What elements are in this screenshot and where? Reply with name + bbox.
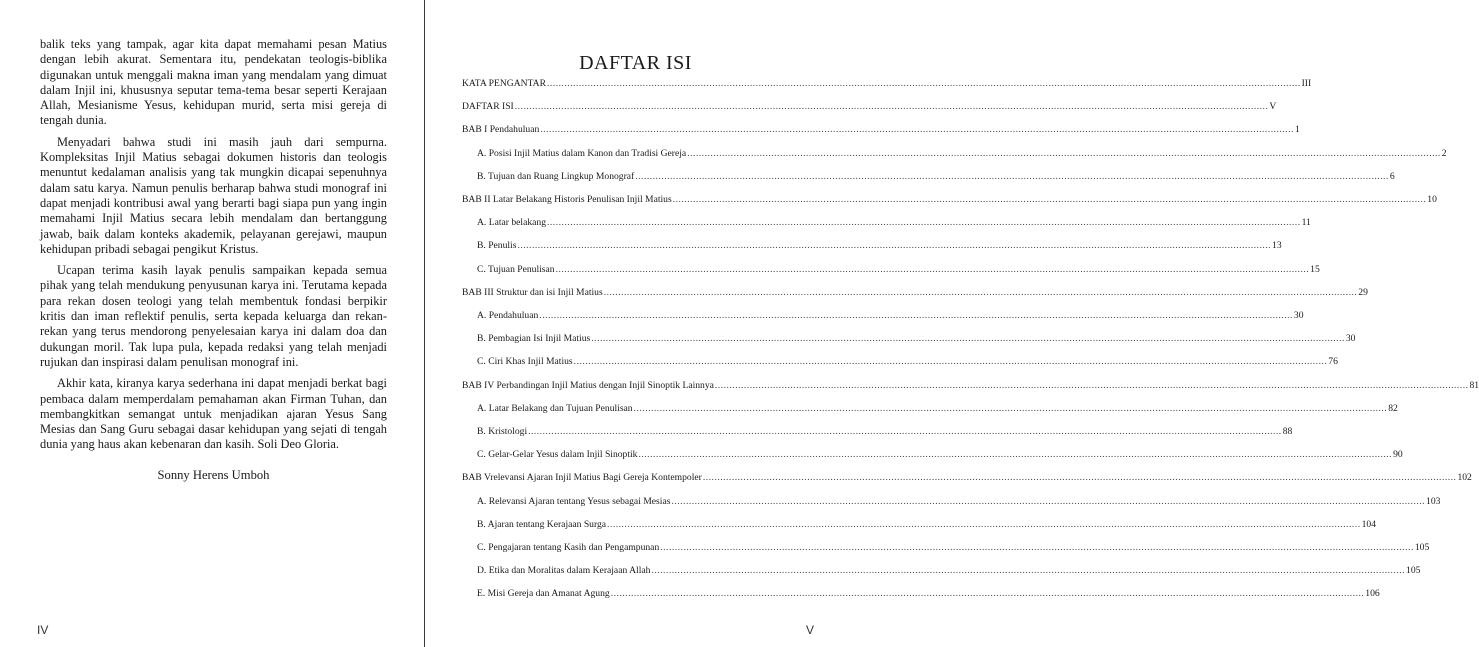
toc-entry [477, 495, 1441, 510]
toc-dot-leader: .................................................................................................................................................................................................................................................................... [687, 147, 1441, 159]
left-page-number: IV [37, 623, 49, 637]
toc-dot-leader: .................................................................................................................................................................................................................................................................... [603, 286, 1358, 298]
toc-entry [477, 518, 1377, 533]
toc-dot-leader: .................................................................................................................................................................................................................................................................... [573, 356, 1328, 368]
toc-entry-page: III [1301, 78, 1312, 89]
preface-paragraph-2: Menyadari bahwa studi ini masih jauh dari sempurna. Kompleksitas Injil Matius sebagai dokumen historis dan teologis menuntut kedalaman analisis yang tak mungkin dicapai sepenuhnya dalam satu karya. Namun penulis berharap bahwa studi monograf ini dapat menjadi kontribusi awal yang berarti bagi siapa pun yang ingin memahami Injil Matius secara lebih mendalam dan bertanggung jawab, baik dalam konteks akademik, pelayanan gerejawi, maupun kehidupan pribadi sebagai pengikut Kristus. [40, 134, 387, 256]
toc-entry-page: V [1269, 101, 1277, 113]
toc-dot-leader: .................................................................................................................................................................................................................................................................... [540, 124, 1294, 136]
toc-dot-leader: .................................................................................................................................................................................................................................................................... [635, 170, 1389, 182]
toc-entry-label: B. Pembagian Isi Injil Matius [477, 333, 591, 345]
toc-entry-page: 90 [1393, 449, 1403, 461]
toc-entry [477, 402, 1398, 417]
toc-entry-label: B. Penulis [477, 240, 517, 252]
toc-entry-label: A. Relevansi Ajaran tentang Yesus sebagai Mesias [477, 495, 671, 507]
toc-entry [477, 170, 1395, 185]
toc-entry-label: BAB II Latar Belakang Historis Penulisan Injil Matius [462, 194, 672, 205]
toc-entry-page: 6 [1389, 170, 1395, 182]
preface-paragraph-1: balik teks yang tampak, agar kita dapat memahami pesan Matius dengan lebih akurat. Sementara itu, pendekatan teologis-biblika digunakan untuk menggali makna iman yang mendalam yang dimuat dalam Injil ini, khususnya seputar tema-tema besar seperti Kerajaan Allah, Mesianisme Yesus, kehidupan murid, serta misi gereja di tengah dunia. [40, 37, 387, 128]
toc-dot-leader: .................................................................................................................................................................................................................................................................... [607, 518, 1361, 530]
toc-entry-page: 88 [1282, 426, 1293, 437]
toc-entry [462, 472, 1472, 486]
toc-entry [477, 240, 1282, 254]
toc-entry-label: BAB I Pendahuluan [462, 124, 540, 136]
toc-entry-page: 30 [1345, 333, 1356, 345]
toc-entry-page: 2 [1441, 147, 1447, 159]
toc-dot-leader: .................................................................................................................................................................................................................................................................... [702, 472, 1457, 484]
toc-entry-page: 104 [1361, 518, 1377, 530]
toc-entry-page: 30 [1293, 310, 1304, 321]
toc-entry [462, 78, 1312, 92]
toc-entry-page: 81 [1469, 379, 1479, 391]
right-page [425, 0, 1479, 647]
toc-dot-leader: .................................................................................................................................................................................................................................................................... [660, 542, 1414, 553]
toc-entry-label: BAB IV Perbandingan Injil Matius dengan Injil Sinoptik Lainnya [462, 379, 714, 391]
toc-entry-label: A. Pendahuluan [477, 310, 539, 321]
toc-entry [462, 286, 1368, 301]
author-signature: Sonny Herens Umboh [157, 468, 270, 482]
toc-title: DAFTAR ISI [579, 52, 692, 74]
preface-paragraph-4: Akhir kata, kiranya karya sederhana ini dapat menjadi berkat bagi pembaca dalam memperdalam pemahaman akan Firman Tuhan, dan membangkitkan semangat untuk menjadikan ajaran Yesus Sang Mesias dan Sang Guru sebagai dasar kehidupan yang sejati di tengah dunia yang haus akan kebenaran dan kasih. Soli Deo Gloria. [40, 376, 387, 452]
toc-entry [477, 588, 1380, 602]
toc-dot-leader: .................................................................................................................................................................................................................................................................... [651, 565, 1406, 577]
toc-entry-label: C. Ciri Khas Injil Matius [477, 356, 573, 368]
toc-dot-leader: .................................................................................................................................................................................................................................................................... [671, 495, 1426, 507]
toc-dot-leader: .................................................................................................................................................................................................................................................................... [672, 194, 1427, 205]
toc-entry [477, 263, 1320, 278]
toc-entry-label: C. Gelar-Gelar Yesus dalam Injil Sinoptik [477, 449, 638, 461]
toc-entry [477, 356, 1338, 370]
toc-entry-page: 82 [1388, 402, 1398, 414]
toc-entry-page: 105 [1406, 565, 1421, 577]
toc-entry-label: DAFTAR ISI [462, 101, 514, 113]
toc-entry-page: 10 [1427, 194, 1437, 205]
toc-entry-page: 15 [1310, 263, 1320, 275]
toc-entry-page: 1 [1294, 124, 1300, 136]
toc-dot-leader: .................................................................................................................................................................................................................................................................... [539, 310, 1293, 321]
toc-entry [462, 194, 1437, 208]
toc-entry [477, 542, 1430, 556]
toc-entry [462, 101, 1277, 115]
toc-entry-page: 13 [1272, 240, 1282, 252]
toc-entry-page: 76 [1328, 356, 1338, 368]
toc-dot-leader: .................................................................................................................................................................................................................................................................... [514, 101, 1269, 113]
toc-entry-page: 11 [1301, 217, 1311, 229]
toc-entry-label: B. Ajaran tentang Kerajaan Surga [477, 518, 607, 530]
toc-entry-label: A. Posisi Injil Matius dalam Kanon dan Tradisi Gereja [477, 147, 687, 159]
preface-body [40, 37, 387, 459]
toc-entry-label: E. Misi Gereja dan Amanat Agung [477, 588, 610, 600]
toc-entry [462, 379, 1479, 394]
toc-entry [477, 217, 1311, 231]
toc-entry-label: B. Kristologi [477, 426, 528, 437]
toc-dot-leader: .................................................................................................................................................................................................................................................................... [591, 333, 1345, 345]
toc-entry-label: A. Latar Belakang dan Tujuan Penulisan [477, 402, 633, 414]
preface-paragraph-3: Ucapan terima kasih layak penulis sampaikan kepada semua pihak yang telah mendukung penyusunan karya ini. Terutama kepada para rekan dosen teologi yang telah membentuk fondasi berpikir kritis dan iman reflektif penulis, serta kepada keluarga dan rekan-rekan yang terus mendorong penyelesaian karya ini dalam doa dan dukungan moril. Tak lupa pula, kepada redaksi yang telah menjadi rujukan dan inspirasi dalam penulisan monograf ini. [40, 263, 387, 369]
toc-entry-page: 105 [1414, 542, 1430, 553]
left-page [0, 0, 424, 647]
toc-entry-label: B. Tujuan dan Ruang Lingkup Monograf [477, 170, 635, 182]
toc-dot-leader: .................................................................................................................................................................................................................................................................... [714, 379, 1469, 391]
toc-dot-leader: .................................................................................................................................................................................................................................................................... [638, 449, 1393, 461]
toc-entry [462, 124, 1300, 138]
toc-dot-leader: .................................................................................................................................................................................................................................................................... [528, 426, 1282, 437]
toc-dot-leader: .................................................................................................................................................................................................................................................................... [610, 588, 1365, 600]
toc-entry-label: KATA PENGANTAR [462, 78, 547, 89]
toc-entry-label: D. Etika dan Moralitas dalam Kerajaan Allah [477, 565, 651, 577]
toc-dot-leader: .................................................................................................................................................................................................................................................................... [555, 263, 1310, 275]
toc-dot-leader: .................................................................................................................................................................................................................................................................... [633, 402, 1388, 414]
toc-entry [477, 426, 1293, 440]
toc-entry-label: C. Pengajaran tentang Kasih dan Pengampunan [477, 542, 660, 553]
toc-entry-label: A. Latar belakang [477, 217, 546, 229]
toc-entry-page: 102 [1457, 472, 1472, 484]
toc-entry-page: 29 [1358, 286, 1368, 298]
toc-entry [477, 310, 1304, 324]
toc-dot-leader: .................................................................................................................................................................................................................................................................... [547, 78, 1301, 89]
toc-dot-leader: .................................................................................................................................................................................................................................................................... [517, 240, 1272, 252]
toc-entry-label: C. Tujuan Penulisan [477, 263, 555, 275]
toc-entry [477, 565, 1421, 579]
toc-dot-leader: .................................................................................................................................................................................................................................................................... [547, 217, 1301, 229]
right-page-number: V [805, 623, 814, 637]
toc-entry [477, 147, 1447, 162]
toc-entry-page: 103 [1426, 495, 1441, 507]
toc-entry [477, 333, 1356, 347]
toc-entry-label: BAB Vrelevansi Ajaran Injil Matius Bagi Gereja Kontempoler [462, 472, 702, 484]
toc-entry [477, 449, 1403, 463]
toc-entry-label: BAB III Struktur dan isi Injil Matius [462, 286, 603, 298]
toc-entry-page: 106 [1365, 588, 1380, 600]
